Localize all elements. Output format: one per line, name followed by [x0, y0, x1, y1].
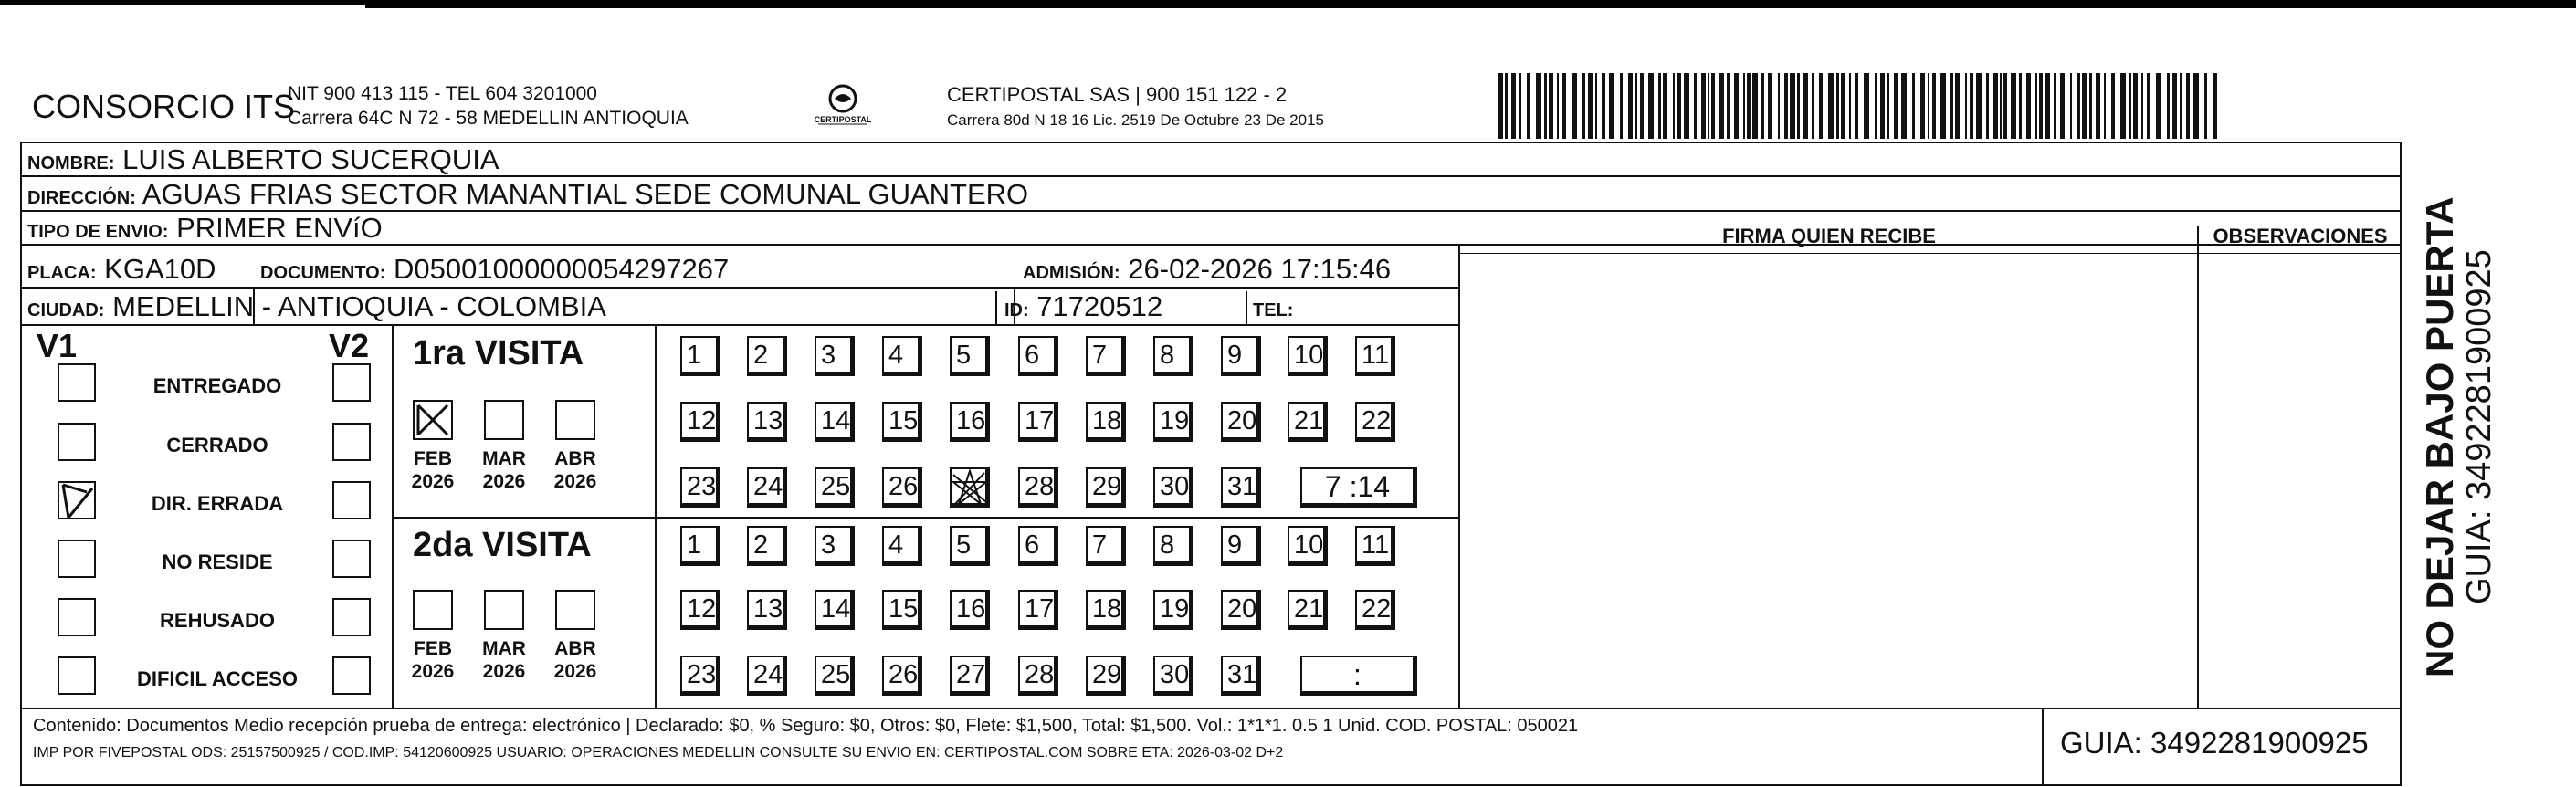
day-number: 11: [1362, 341, 1390, 370]
day-number: 13: [753, 594, 783, 624]
certipostal-license: Carrera 80d N 18 16 Lic. 2519 De Octubre 23 De 2015: [947, 111, 1324, 129]
day-number: 8: [1160, 530, 1175, 560]
v2-checkbox[interactable]: [332, 598, 371, 636]
day-number: 9: [1227, 530, 1243, 560]
day-number: 26: [888, 472, 919, 501]
month-name: FEB: [414, 448, 452, 469]
firma-header: FIRMA QUIEN RECIBE: [1722, 225, 1936, 247]
footer-contenido: Contenido: Documentos Medio recepción prueba de entrega: electrónico | Declarado: $0, % Seguro: $0, Otros: $0, Flete: $1,500, Total: $1,500. Vol.: 1*1*1. 0.5 1 Unid. COD. POSTAL: 050021: [33, 716, 1579, 736]
day-box[interactable]: [1288, 336, 1328, 376]
documento-label: DOCUMENTO:: [260, 263, 386, 283]
first-visit-time[interactable]: 7 :14: [1300, 467, 1417, 508]
month-checkbox-abr[interactable]: [555, 400, 595, 440]
nombre-label: NOMBRE:: [27, 153, 115, 173]
footer-imp: IMP POR FIVEPOSTAL ODS: 25157500925 / COD.IMP: 54120600925 USUARIO: OPERACIONES MEDELLIN CONSULTE SU ENVIO EN: CERTIPOSTAL.COM SOBRE ETA: 2026-03-02 D+2: [33, 745, 1284, 761]
day-box[interactable]: [882, 656, 922, 696]
day-number: 2: [753, 341, 769, 370]
day-box[interactable]: [882, 526, 922, 566]
day-number: 15: [888, 594, 919, 624]
documento-value: D05001000000054297267: [394, 253, 730, 285]
day-number: 30: [1160, 472, 1190, 501]
month-checkbox-feb[interactable]: [413, 400, 453, 440]
direccion-row: [27, 178, 1028, 211]
day-box[interactable]: [747, 526, 787, 566]
day-number: 25: [821, 660, 851, 689]
certipostal-logo: [811, 80, 875, 135]
day-number: 10: [1294, 530, 1324, 560]
status-label: NO RESIDE: [162, 551, 273, 573]
day-number: 5: [956, 530, 972, 560]
day-number: 2: [753, 530, 769, 560]
star-mark-icon: [952, 469, 988, 506]
certipostal-info: CERTIPOSTAL SAS | 900 151 122 - 2: [947, 83, 1288, 106]
day-box[interactable]: [1355, 336, 1395, 376]
tel-field: [1253, 290, 1293, 323]
day-number: 19: [1160, 594, 1190, 624]
nombre-value: LUIS ALBERTO SUCERQUIA: [122, 143, 499, 175]
day-box[interactable]: [1153, 590, 1193, 630]
barcode-graphic: [1498, 73, 2224, 139]
month-checkbox-feb[interactable]: [413, 590, 453, 630]
day-number: 6: [1025, 530, 1040, 560]
day-number: 30: [1160, 660, 1190, 689]
footer-guia: GUIA: 3492281900925: [2060, 726, 2369, 760]
month-year: 2026: [553, 661, 597, 682]
day-number: 9: [1227, 341, 1243, 370]
observations-area[interactable]: [2199, 256, 2400, 707]
day-box[interactable]: [815, 526, 855, 566]
documento-field: [260, 253, 729, 286]
v2-checkbox[interactable]: [332, 423, 371, 461]
day-number: 14: [821, 406, 851, 435]
day-box[interactable]: [815, 590, 855, 630]
day-box[interactable]: [1153, 526, 1193, 566]
status-label: REHUSADO: [160, 609, 275, 632]
day-number: 17: [1025, 594, 1055, 624]
month-name: MAR: [482, 448, 526, 469]
day-box[interactable]: [747, 590, 787, 630]
day-box[interactable]: [680, 590, 720, 630]
day-number: 22: [1362, 594, 1392, 624]
day-box[interactable]: [815, 402, 855, 442]
tipo-envio-row: [27, 212, 383, 245]
day-box[interactable]: [1086, 590, 1126, 630]
day-number: 26: [888, 660, 919, 689]
day-box[interactable]: [1221, 526, 1261, 566]
month-year: 2026: [553, 471, 597, 492]
day-number: 20: [1227, 406, 1257, 435]
day-number: 31: [1227, 472, 1257, 501]
v2-checkbox[interactable]: [332, 363, 371, 402]
day-number: 15: [888, 406, 919, 435]
first-visit-title: 1ra VISITA: [413, 334, 584, 373]
second-visit-title: 2da VISITA: [413, 526, 592, 564]
month-label: [472, 637, 536, 683]
nombre-row: [27, 143, 499, 176]
day-number: 12: [687, 406, 717, 435]
day-box[interactable]: [747, 336, 787, 376]
company-address: Carrera 64C N 72 - 58 MEDELLIN ANTIOQUIA: [288, 108, 689, 129]
company-name: CONSORCIO ITS: [32, 88, 296, 125]
day-number: 20: [1227, 594, 1257, 624]
barcode: [1498, 73, 2224, 139]
month-name: ABR: [554, 638, 596, 659]
v2-header: V2: [329, 327, 370, 364]
day-number: 13: [753, 406, 783, 435]
day-box[interactable]: [747, 402, 787, 442]
id-field: [1004, 290, 1162, 323]
day-number: 1: [687, 341, 702, 370]
tipo-envio-value: PRIMER ENVíO: [176, 212, 383, 244]
day-number: 28: [1025, 472, 1055, 501]
day-box[interactable]: [882, 467, 922, 508]
month-label: [401, 637, 465, 683]
day-number: 29: [1092, 660, 1122, 689]
day-number: 25: [821, 472, 851, 501]
day-number: 11: [1362, 530, 1390, 560]
day-number: 23: [687, 660, 717, 689]
admision-label: ADMISIÓN:: [1023, 263, 1120, 283]
day-number: 3: [821, 530, 836, 560]
day-box[interactable]: [680, 467, 720, 508]
month-label: [543, 447, 607, 493]
day-box[interactable]: [815, 336, 855, 376]
month-label: [401, 447, 465, 493]
day-box[interactable]: [950, 590, 990, 630]
day-number: 12: [687, 594, 717, 624]
day-number: 31: [1227, 660, 1257, 689]
day-box[interactable]: [1153, 402, 1193, 442]
day-box[interactable]: [1221, 467, 1261, 508]
id-value: 71720512: [1036, 290, 1163, 322]
day-number: 17: [1025, 406, 1055, 435]
month-name: FEB: [414, 638, 452, 659]
v2-checkbox[interactable]: [332, 540, 371, 578]
v1-checkbox[interactable]: [58, 656, 96, 695]
day-box[interactable]: [1018, 467, 1058, 508]
day-number: 5: [956, 341, 972, 370]
day-number: 16: [956, 406, 986, 435]
day-box[interactable]: [1288, 402, 1328, 442]
day-number: 29: [1092, 472, 1122, 501]
day-number: 28: [1025, 660, 1055, 689]
month-checkbox-abr[interactable]: [555, 590, 595, 630]
month-label: [543, 637, 607, 683]
day-box[interactable]: [680, 402, 720, 442]
day-number: 18: [1092, 406, 1122, 435]
observaciones-header: OBSERVACIONES: [2213, 225, 2388, 247]
day-number: 23: [687, 472, 717, 501]
v1-checkbox[interactable]: [58, 481, 96, 519]
v1-header: V1: [37, 327, 78, 364]
v1-checkbox[interactable]: [58, 598, 96, 636]
month-year: 2026: [482, 471, 526, 492]
day-number: 21: [1294, 594, 1324, 624]
day-box[interactable]: [1086, 336, 1126, 376]
tel-label: TEL:: [1253, 300, 1294, 320]
company-nit: NIT 900 413 115 - TEL 604 3201000: [288, 83, 597, 104]
v1-checkbox[interactable]: [58, 363, 96, 402]
v1-checkbox[interactable]: [58, 423, 96, 461]
direccion-value: AGUAS FRIAS SECTOR MANANTIAL SEDE COMUNAL GUANTERO: [142, 178, 1029, 210]
day-box[interactable]: [1018, 402, 1058, 442]
status-label: DIR. ERRADA: [151, 492, 284, 515]
day-box[interactable]: [1221, 336, 1261, 376]
month-checkbox-mar[interactable]: [484, 400, 524, 440]
day-box[interactable]: [1221, 590, 1261, 630]
signature-area[interactable]: [1461, 256, 2195, 707]
certipostal-logo-icon: [811, 80, 875, 135]
admision-value: 26-02-2026 17:15:46: [1128, 253, 1392, 285]
top-border-secondary: [365, 5, 2576, 8]
day-number: 24: [753, 472, 783, 501]
day-number: 7: [1092, 530, 1108, 560]
day-box[interactable]: [882, 590, 922, 630]
side-guia: GUIA: 3492281900925: [2460, 249, 2498, 604]
day-box[interactable]: [1018, 656, 1058, 696]
checkmark-icon: [59, 483, 98, 521]
side-warning: NO DEJAR BAJO PUERTA: [2418, 196, 2461, 677]
day-box[interactable]: [950, 467, 990, 508]
day-box[interactable]: [680, 336, 720, 376]
day-box[interactable]: [680, 656, 720, 696]
placa-label: PLACA:: [27, 263, 97, 283]
day-number: 27: [956, 660, 986, 689]
day-box[interactable]: [882, 336, 922, 376]
day-number: 18: [1092, 594, 1122, 624]
day-number: 10: [1294, 341, 1324, 370]
day-box[interactable]: [950, 656, 990, 696]
id-label: ID:: [1004, 300, 1029, 320]
placa-field: [27, 253, 216, 286]
status-label: CERRADO: [166, 434, 268, 456]
month-name: ABR: [554, 448, 596, 469]
day-box[interactable]: [1288, 526, 1328, 566]
status-label: ENTREGADO: [152, 374, 282, 397]
logo-text: CERTIPOSTAL: [814, 115, 872, 124]
month-name: MAR: [482, 638, 526, 659]
day-number: 19: [1160, 406, 1190, 435]
day-box[interactable]: [1086, 526, 1126, 566]
v1-checkbox[interactable]: [58, 540, 96, 578]
day-number: 8: [1160, 341, 1175, 370]
day-box[interactable]: [950, 526, 990, 566]
month-checkbox-mar[interactable]: [484, 590, 524, 630]
day-box[interactable]: [680, 526, 720, 566]
day-box[interactable]: [1153, 656, 1193, 696]
day-number: 22: [1362, 406, 1392, 435]
v2-checkbox[interactable]: [332, 656, 371, 695]
day-box[interactable]: [950, 402, 990, 442]
day-number: 4: [888, 341, 904, 370]
day-box[interactable]: [1086, 656, 1126, 696]
day-box[interactable]: [747, 656, 787, 696]
day-number: 21: [1294, 406, 1324, 435]
day-box[interactable]: [747, 467, 787, 508]
status-label: DIFICIL ACCESO: [136, 667, 298, 690]
day-number: 6: [1025, 341, 1040, 370]
day-box[interactable]: [882, 402, 922, 442]
day-box[interactable]: [1153, 467, 1193, 508]
day-box[interactable]: [1018, 590, 1058, 630]
day-box[interactable]: [1086, 467, 1126, 508]
day-number: 7: [1092, 341, 1108, 370]
day-box[interactable]: [1221, 402, 1261, 442]
day-number: 16: [956, 594, 986, 624]
day-number: 14: [821, 594, 851, 624]
ciudad-field: [27, 290, 606, 323]
day-box[interactable]: [815, 467, 855, 508]
second-visit-time[interactable]: :: [1300, 656, 1417, 696]
month-label: [472, 447, 536, 493]
ciudad-value: MEDELLIN - ANTIOQUIA - COLOMBIA: [112, 290, 606, 322]
admision-field: [1023, 253, 1391, 286]
day-number: 1: [687, 530, 702, 560]
placa-value: KGA10D: [104, 253, 216, 285]
day-box[interactable]: [1288, 590, 1328, 630]
day-box[interactable]: [1018, 526, 1058, 566]
day-box[interactable]: [1153, 336, 1193, 376]
day-box[interactable]: [1018, 336, 1058, 376]
month-year: 2026: [482, 661, 526, 682]
month-year: 2026: [411, 661, 455, 682]
day-number: 3: [821, 341, 836, 370]
direccion-label: DIRECCIÓN:: [27, 188, 136, 208]
day-box[interactable]: [1355, 526, 1395, 566]
day-box[interactable]: [1086, 402, 1126, 442]
day-box[interactable]: [815, 656, 855, 696]
day-number: 24: [753, 660, 783, 689]
month-year: 2026: [411, 471, 455, 492]
v2-checkbox[interactable]: [332, 481, 371, 519]
day-box[interactable]: [950, 336, 990, 376]
day-box[interactable]: [1355, 590, 1395, 630]
day-box[interactable]: [1221, 656, 1261, 696]
x-mark-icon: [415, 402, 451, 438]
day-number: 4: [888, 530, 904, 560]
tipo-envio-label: TIPO DE ENVIO:: [27, 222, 169, 242]
day-box[interactable]: [1355, 402, 1395, 442]
ciudad-label: CIUDAD:: [27, 300, 105, 320]
